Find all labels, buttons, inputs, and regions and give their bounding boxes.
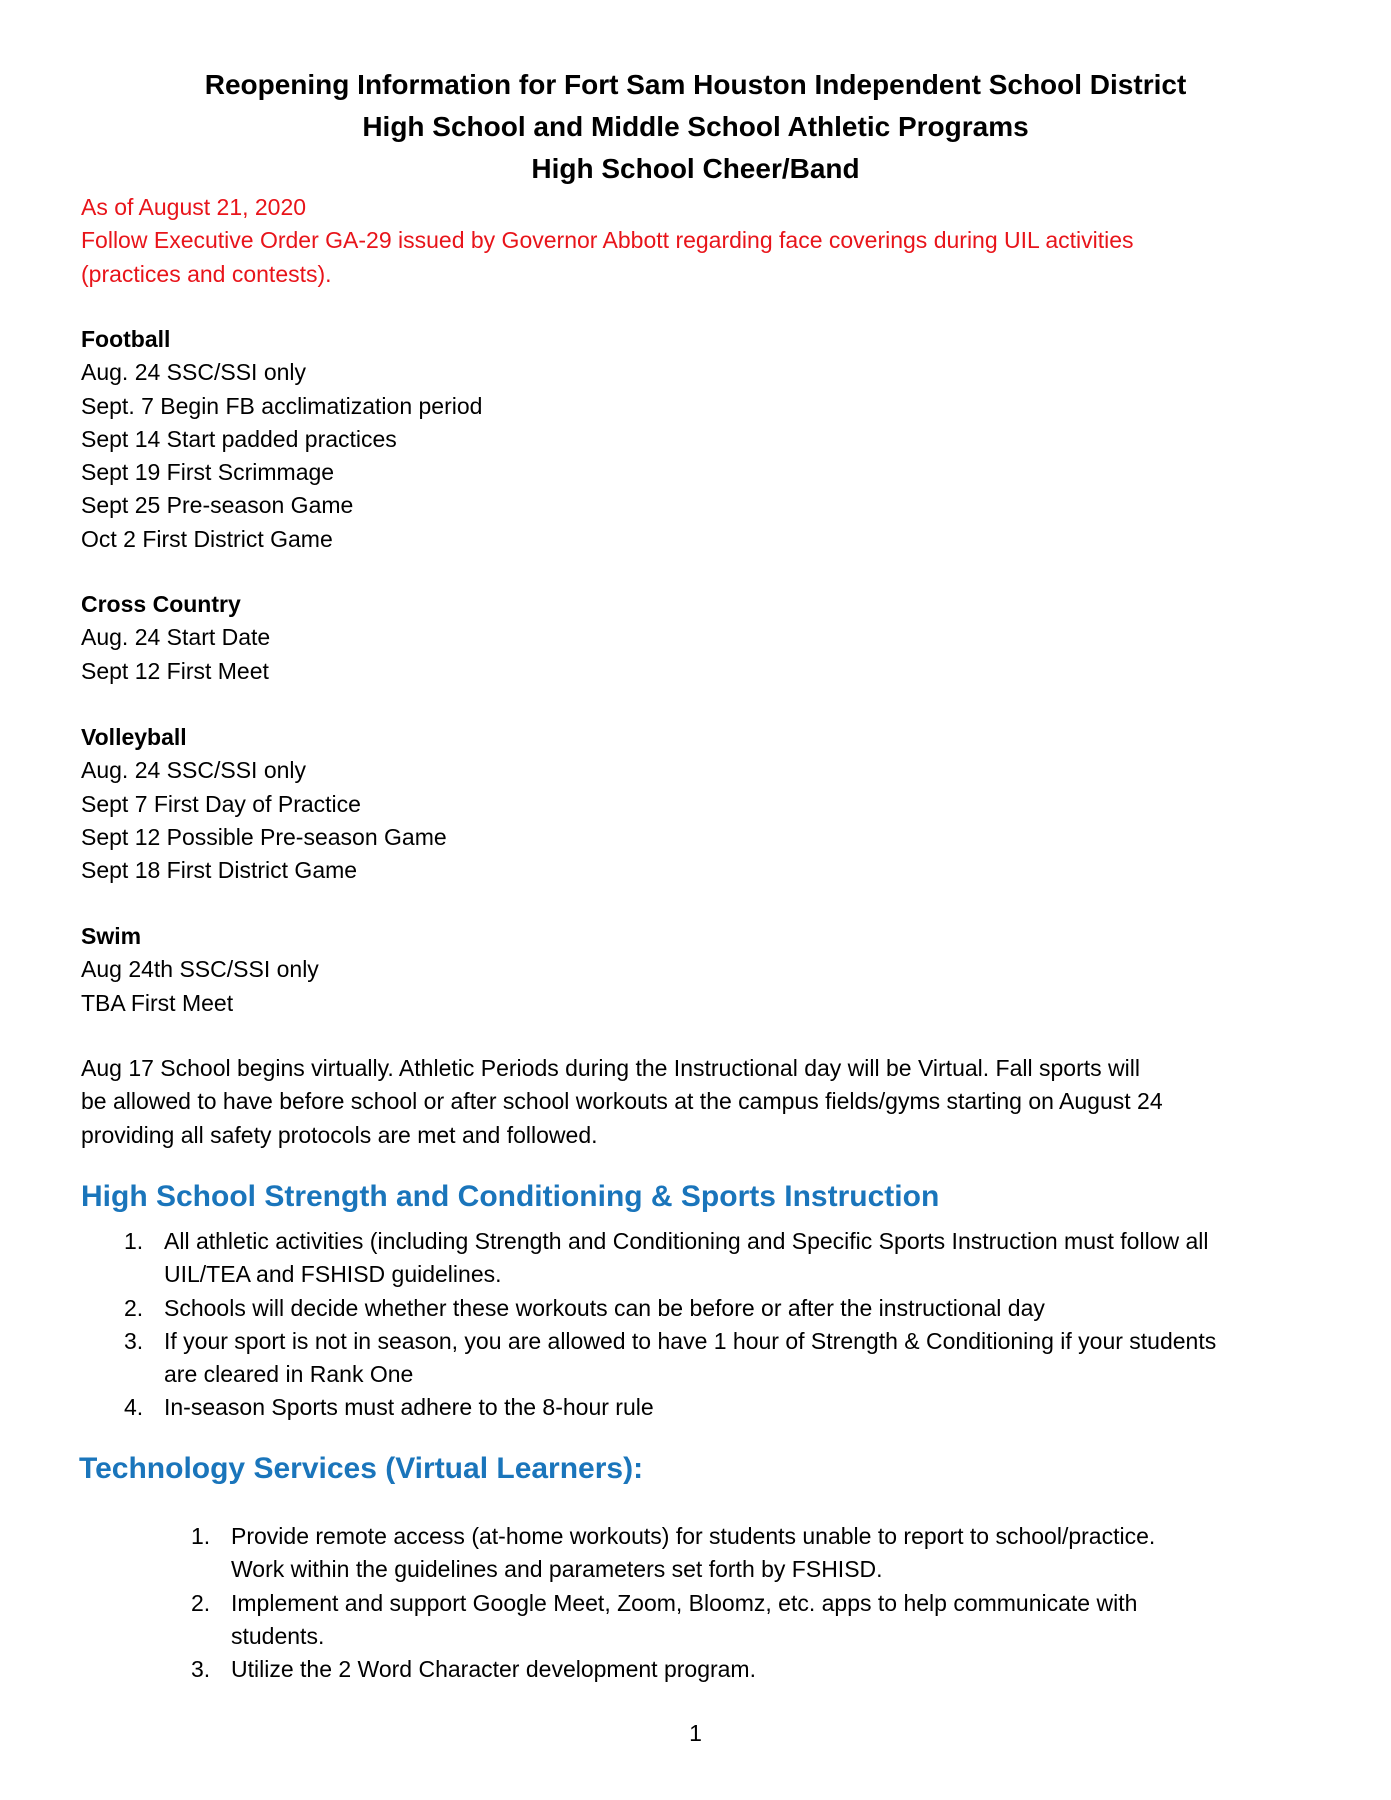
sport-swim [81, 920, 319, 1020]
strength-list [124, 1225, 1217, 1425]
paragraph-line: be allowed to have before school or after school workouts at the campus fields/gyms starting on August 24 [81, 1088, 1163, 1115]
notice-date: As of August 21, 2020 [81, 194, 307, 220]
schedule-item: Aug. 24 SSC/SSI only [81, 359, 307, 386]
schedule-item: Sept. 7 Begin FB acclimatization period [81, 392, 483, 419]
list-item: 1. Provide remote access (at-home workouts) for students unable to report to school/practice. Work within the guidelines and parameters set forth by FSHISD. [191, 1523, 1156, 1583]
notice [81, 191, 1134, 291]
schedule-item: Sept 14 Start padded practices [81, 425, 397, 452]
list-item: 3. If your sport is not in season, you are allowed to have 1 hour of Strength & Conditioning if your students are cleared in Rank One [124, 1327, 1217, 1388]
schedule-item: Sept 18 First District Game [81, 857, 358, 884]
schedule-item: Sept 25 Pre-season Game [81, 492, 354, 519]
technology-heading: Technology Services (Virtual Learners): [79, 1452, 644, 1485]
title-line: High School Cheer/Band [531, 153, 860, 184]
schedule-item: Sept 12 First Meet [81, 657, 269, 684]
strength-heading: High School Strength and Conditioning & Sports Instruction [81, 1180, 940, 1213]
sport-football [81, 323, 482, 556]
page-number: 1 [689, 1720, 702, 1746]
schedule-item: Sept 12 Possible Pre-season Game [81, 823, 447, 850]
sport-volleyball [81, 721, 447, 887]
school-start-paragraph [81, 1052, 1321, 1152]
schedule-item: Aug. 24 Start Date [81, 624, 271, 651]
sport-heading: Cross Country [81, 591, 241, 617]
title-line: High School and Middle School Athletic Programs [362, 111, 1029, 142]
sport-heading: Football [81, 326, 171, 352]
list-item: 3. Utilize the 2 Word Character development program. [191, 1656, 756, 1683]
sport-cross-country [81, 588, 270, 688]
schedule-item: Sept 19 First Scrimmage [81, 459, 335, 486]
sport-heading: Volleyball [81, 724, 187, 750]
list-item: 1. All athletic activities (including Strength and Conditioning and Specific Sports Instruction must follow all UIL/TEA and FSHISD guidelines. [124, 1228, 1209, 1288]
schedule-item: Sept 7 First Day of Practice [81, 790, 361, 817]
schedule-item: Aug 24th SSC/SSI only [81, 956, 319, 983]
list-item: 2. Schools will decide whether these workouts can be before or after the instructional day [124, 1294, 1045, 1321]
list-item: 4. In-season Sports must adhere to the 8-hour rule [124, 1394, 654, 1421]
paragraph-line: providing all safety protocols are met and followed. [81, 1121, 598, 1148]
notice-line: (practices and contests). [81, 260, 332, 287]
title-line: Reopening Information for Fort Sam Houston Independent School District [204, 69, 1187, 100]
sport-heading: Swim [81, 923, 142, 949]
list-item: 2. Implement and support Google Meet, Zoom, Bloomz, etc. apps to help communicate with students. [191, 1589, 1138, 1649]
notice-line: Follow Executive Order GA-29 issued by Governor Abbott regarding face coverings during UIL activities [81, 227, 1134, 254]
technology-list [191, 1520, 1156, 1686]
schedule-item: TBA First Meet [81, 989, 234, 1016]
document-title [0, 64, 1391, 190]
schedule-item: Aug. 24 SSC/SSI only [81, 757, 307, 784]
paragraph-line: Aug 17 School begins virtually. Athletic Periods during the Instructional day will be Virtual. Fall sports will [81, 1055, 1140, 1081]
schedule-item: Oct 2 First District Game [81, 525, 333, 552]
